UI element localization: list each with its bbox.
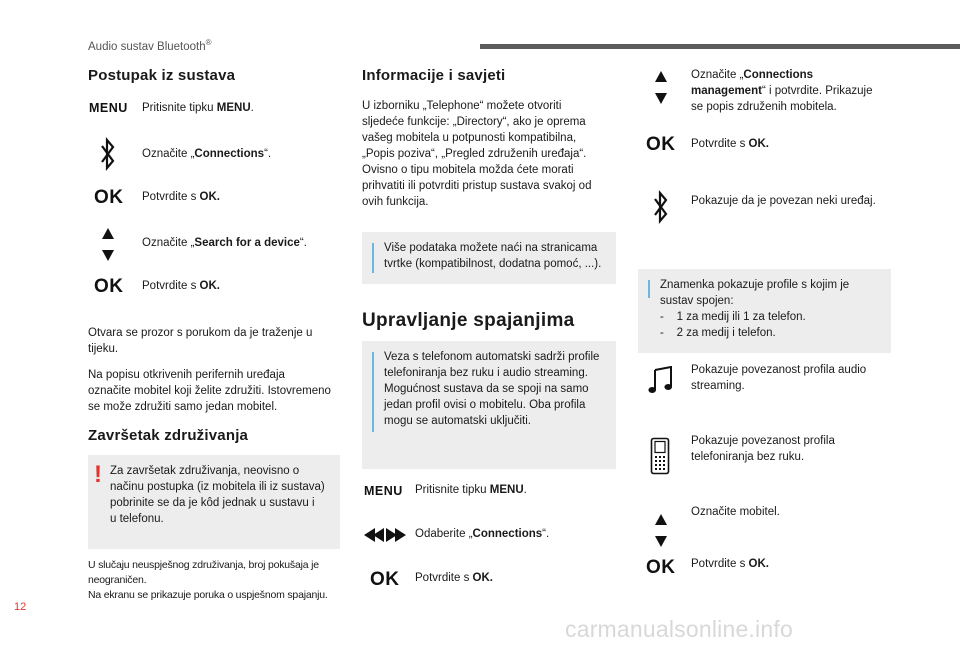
step-text: Pritisnite tipku MENU. xyxy=(142,102,254,114)
bluetooth-icon xyxy=(100,136,116,172)
step-text: Pokazuje da je povezan neki uređaj. xyxy=(691,195,876,207)
step-text: Potvrdite s OK. xyxy=(415,572,493,584)
header-title: Audio sustav Bluetooth® xyxy=(88,38,212,53)
ok-button-icon: OK xyxy=(370,569,400,590)
ok-button-icon: OK xyxy=(94,276,124,297)
step-text: Označite mobitel. xyxy=(691,506,780,518)
step-text: Označite „Connections management“ i potvrdite. Prikazuje se popis združenih mobitela. xyxy=(691,69,873,113)
ok-button-icon: OK xyxy=(94,187,124,208)
step-text: Pritisnite tipku MENU. xyxy=(415,484,527,496)
left-right-arrows-icon xyxy=(364,526,406,544)
header-bar xyxy=(480,44,960,49)
warning-box: ! Za završetak združivanja, neovisno o načinu postupka (iz mobitela ili iz sustava) pobrinite se da je kôd jednak u sustavu i u telefonu. xyxy=(88,455,340,549)
step-text: Potvrdite s OK. xyxy=(142,280,220,292)
paragraph-select-phone: Na popisu otkrivenih perifernih uređaja označite mobitel koji želite združiti. Istovremeno se može združiti samo jedan mobitel. xyxy=(88,369,331,413)
up-down-arrows-icon xyxy=(654,514,668,548)
watermark: carmanualsonline.info xyxy=(565,616,793,642)
step-text: Odaberite „Connections“. xyxy=(415,528,550,540)
step-text: Potvrdite s OK. xyxy=(142,191,220,203)
up-down-arrows-icon xyxy=(101,228,115,262)
paragraph-info: U izborniku „Telephone“ možete otvoriti sljedeće funkcije: „Directory“, ako je oprema vašeg mobitela u potpunosti kompatibilna, „Popis poziva“, „Pregled združenih uređaja“. Ovisno o tipu mobitela možda ćete morati prihvatiti ili potvrditi pristup sustava svakoj od ovih funkcija. xyxy=(362,100,592,208)
heading-upravljanje: Upravljanje spajanjima xyxy=(362,310,575,331)
step-text: Pokazuje povezanost profila telefoniranja bez ruku. xyxy=(691,435,835,463)
tip-box-profiles: Znamenka pokazuje profile s kojim je sustav spojen: - 1 za medij ili 1 za telefon. - 2 za medij i telefon. xyxy=(638,269,891,353)
step-text: Pokazuje povezanost profila audio streaming. xyxy=(691,364,867,392)
ok-button-icon: OK xyxy=(646,134,676,155)
paragraph-search-progress: Otvara se prozor s porukom da je traženje u tijeku. xyxy=(88,327,313,355)
page-number: 12 xyxy=(14,601,27,613)
heading-informacije: Informacije i savjeti xyxy=(362,67,506,84)
info-marker xyxy=(372,243,374,273)
menu-button-icon: MENU xyxy=(89,101,128,115)
warning-icon: ! xyxy=(94,461,102,488)
bluetooth-icon xyxy=(653,189,669,225)
step-text: Označite „Search for a device“. xyxy=(142,237,307,249)
tip-box-connections: Veza s telefonom automatski sadrži profile telefoniranja bez ruku i audio streaming. Mogućnost sustava da se spoji na samo jedan profil ovisi o mobitelu. Oba profila mogu se automatski uključiti. xyxy=(362,341,616,469)
step-text: Potvrdite s OK. xyxy=(691,138,769,150)
info-marker xyxy=(648,280,650,298)
info-marker xyxy=(372,352,374,432)
menu-button-icon: MENU xyxy=(364,484,403,498)
phone-icon xyxy=(650,437,670,475)
heading-postupak: Postupak iz sustava xyxy=(88,67,236,84)
ok-button-icon: OK xyxy=(646,557,676,578)
step-text: Označite „Connections“. xyxy=(142,148,272,160)
step-text: Potvrdite s OK. xyxy=(691,558,769,570)
heading-zavrsetak: Završetak združivanja xyxy=(88,427,249,444)
up-down-arrows-icon xyxy=(654,71,668,105)
music-note-icon xyxy=(648,366,674,394)
note-pairing: U slučaju neuspješnog združivanja, broj pokušaja je neograničen. Na ekranu se prikazuje poruka o uspješnom spajanju. xyxy=(88,559,328,601)
tip-box-info: Više podataka možete naći na stranicama tvrtke (kompatibilnost, dodatna pomoć, ...). xyxy=(362,232,616,284)
